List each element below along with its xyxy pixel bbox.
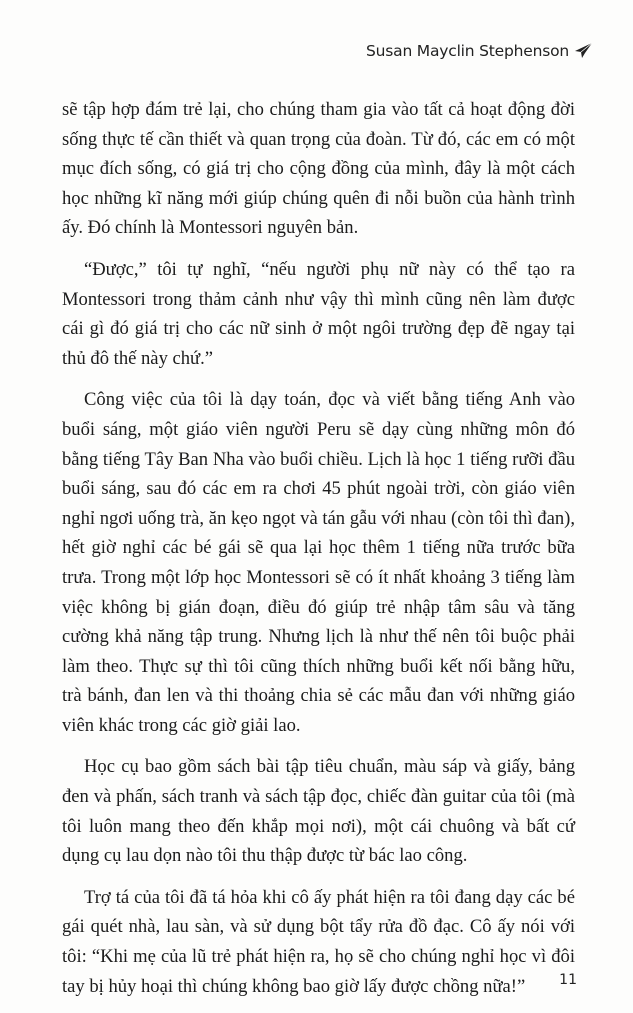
paragraph-2: “Được,” tôi tự nghĩ, “nếu người phụ nữ này có thể tạo ra Montessori trong thảm cảnh như vậy thì mình cũng nên làm được cái gì đó giá trị cho các nữ sinh ở một ngôi trường đẹp đẽ ngay tại thủ đô thế này chứ.”: [62, 258, 575, 369]
running-head: [366, 42, 593, 60]
paragraph-3: Công việc của tôi là dạy toán, đọc và viết bằng tiếng Anh vào buổi sáng, một giáo viên người Peru sẽ dạy cùng những môn đó bằng tiếng Tây Ban Nha vào buổi chiều. Lịch là học 1 tiếng rưỡi đầu buổi sáng, sau đó các em ra chơi 45 phút ngoài trời, còn giáo viên nghỉ ngơi uống trà, ăn kẹo ngọt và tán gẫu với nhau (còn tôi thì đan), hết giờ nghỉ các bé gái sẽ qua lại học thêm 1 tiếng nữa trước bữa trưa. Trong một lớp học Montessori sẽ có ít nhất khoảng 3 tiếng làm việc không bị gián đoạn, điều đó giúp trẻ nhập tâm sâu và tăng cường khả năng tập trung. Nhưng lịch là như thế nên tôi buộc phải làm theo. Thực sự thì tôi cũng thích những buổi kết nối bằng hữu, trà bánh, đan len và thi thoảng chia sẻ các mẫu đan với những giáo viên khác trong các giờ giải lao.: [62, 389, 575, 736]
paragraph-5: Trợ tá của tôi đã tá hỏa khi cô ấy phát hiện ra tôi đang dạy các bé gái quét nhà, lau sàn, và sử dụng bột tẩy rửa đồ đạc. Cô ấy nói với tôi: “Khi mẹ của lũ trẻ phát hiện ra, họ sẽ cho chúng nghỉ học vì đôi tay bị hủy hoại thì chúng không bao giờ lấy được chồng nữa!”: [62, 886, 575, 997]
page-body: [62, 95, 575, 1013]
page-number: 11: [559, 972, 577, 988]
paragraph-4: Học cụ bao gồm sách bài tập tiêu chuẩn, màu sáp và giấy, bảng đen và phấn, sách tranh và sách tập đọc, chiếc đàn guitar của tôi (mà tôi luôn mang theo đến khắp mọi nơi), một cái chuông và bất cứ dụng cụ lau dọn nào tôi thu thập được từ bác lao công.: [62, 756, 575, 867]
paper-plane-icon: [573, 42, 593, 60]
paragraph-1: sẽ tập hợp đám trẻ lại, cho chúng tham gia vào tất cả hoạt động đời sống thực tế cần thiết và quan trọng của đoàn. Từ đó, các em có một mục đích sống, có giá trị cho cộng đồng của mình, đây là một cách học những kĩ năng mới giúp chúng quên đi nỗi buồn của hành trình ấy. Đó chính là Montessori nguyên bản.: [62, 99, 575, 239]
author-name: Susan Mayclin Stephenson: [366, 42, 569, 60]
